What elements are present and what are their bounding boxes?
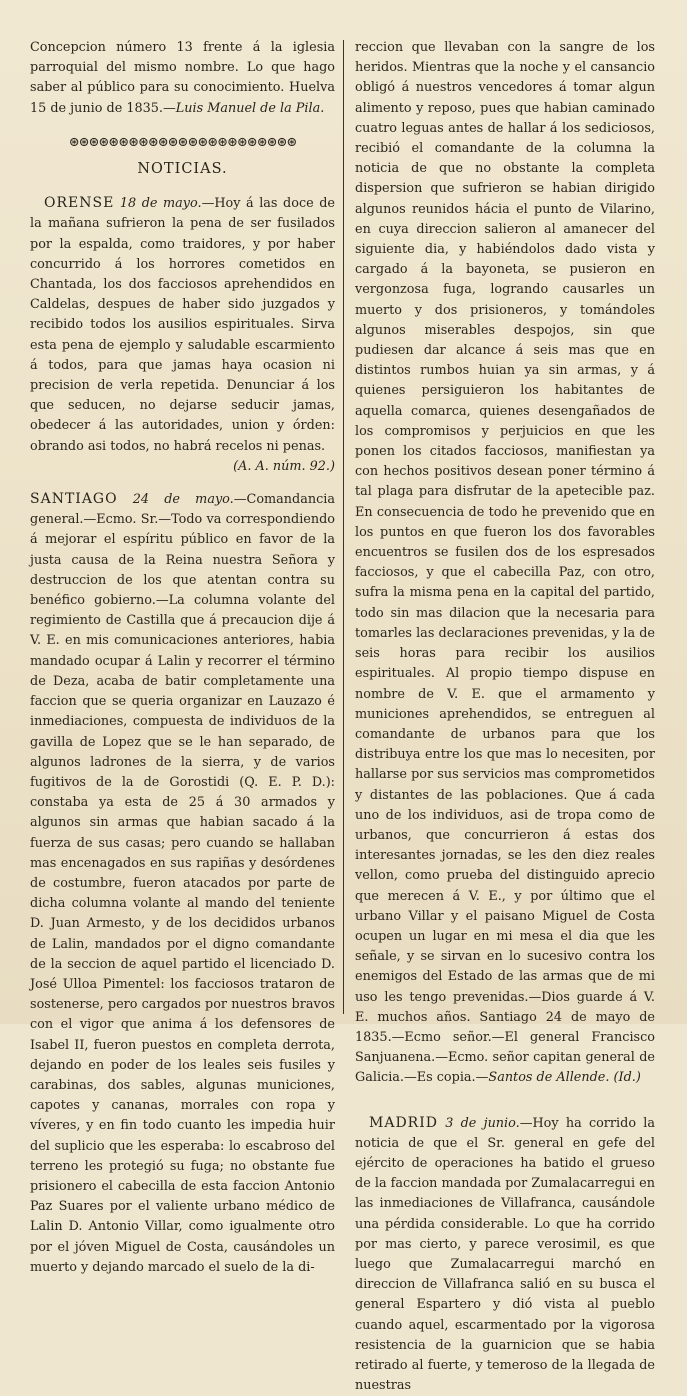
madrid-body: —Hoy ha corrido la noticia de que el Sr. general en gefe del ejército de operaciones ha batido el grueso de la faccion mandada por Zumalacarregui en las inmediaciones de Villafranca, causándole una pérdida considerable. Lo que ha corrido por mas cierto, y parece verosimil, es que luego que Zumalacarregui marchó en direccion de Villafranca salió en su busca el general Espartero y dió vista al pueblo cuando aquel, escarmentado por la vigorosa resistencia de la guarnicion que se habia retirado al fuerte, y temeroso de la llegada de nuestras: [355, 1115, 655, 1394]
santiago-date: 24 de mayo.: [132, 492, 234, 508]
santiago-signature: Santos de Allende.: [488, 1070, 610, 1086]
orense-body: —Hoy á las doce de la mañana sufrieron la pena de ser fusilados por la espalda, como traidores, y por haber concurrido á los horrores cometidos en Chantada, los dos facciosos aprehendidos en Caldelas, despues de haber sido juzgados y recibido todos los ausilios espirituales. Sirva esta pena de ejemplo y saludable escarmiento á todos, para que jamas haya ocasion ni precision de verla repetida. Denunciar á los que seducen, no dejarse seducir jamas, obedecer á las autoridades, union y órden: obrando asi todos, no habrá recelos ni penas.: [30, 196, 335, 454]
madrid-article: [355, 1113, 655, 1396]
santiago-article: [30, 489, 335, 1278]
orense-article: [30, 193, 335, 457]
santiago-place: SANTIAGO: [30, 491, 118, 508]
santiago-continuation: reccion que llevaban con la sangre de los heridos. Mientras que la noche y el cansancio obligó á nuestros vencedores á tomar algun alimento y reposo, pues que habian caminado cuatro leguas antes de hallar á los sediciosos, recibió el comandante de la columna la noticia de que no obstante la completa dispersion que sufrieron se habian dirigido algunos reunidos hácia el punto de Vilarino, en cuya direccion salieron al amanecer del siguiente dia, y habiéndolos dado vista y cargado á la bayoneta, se pusieron en vergonzosa fuga, logrando causarles un muerto y dos prisioneros, y tomándoles algunos miserables despojos, sin que pudiesen dar alcance á seis mas que en distintos rumbos huian ya sin armas, y á quienes persiguieron los habitantes de aquella comarca, quienes desengañados de los compromisos y perjuicios en que les ponen los citados facciosos, manifiestan ya con hechos positivos desean poner término á tal plaga para disfrutar de la apetecible paz. En consecuencia de todo he prevenido que en los puntos en que fueron los dos favorables encuentros se fusilen dos de los espresados facciosos, y que el cabecilla Paz, con otro, sufra la misma pena en la capital del partido, todo sin mas dilacion que la necesaria para tomarles las declaraciones prevenidas, y la de seis horas para recibir los ausilios espirituales. Al propio tiempo dispuse en nombre de V. E. que el armamento y municiones aprehendidos, se entreguen al comandante de urbanos para que los distribuya entre los que mas lo necesiten, por hallarse por sus servicios mas comprometidos y distantes de las poblaciones. Que á cada uno de los individuos, asi de tropa como de urbanos, que concurrieron á estas dos interesantes jornadas, se les den diez reales vellon, como prueba del distinguido aprecio que merecen á V. E., y por último que el urbano Villar y el paisano Miguel de Costa ocupen un lugar en mi mesa el dia que les señale, y se sirvan en lo sucesivo contra los enemigos del Estado de las armas que de mi uso les tengo prevenidas.—Dios guarde á V. E. muchos años. Santiago 24 de mayo de 1835.—Ecmo señor.—El general Francisco Sanjuanena.—Ecmo. señor capitan general de Galicia.—Es copia.—Santos de Allende. (Id.): [355, 40, 655, 1086]
orense-source: (A. A. núm. 92.): [233, 458, 335, 474]
intro-signature: Luis Manuel de la Pila.: [175, 100, 325, 116]
column-divider: [343, 40, 344, 1014]
left-column: [30, 38, 335, 1275]
right-column: [355, 38, 655, 1394]
ornament-divider: ⊛⊛⊛⊛⊛⊛⊛⊛⊛⊛⊛⊛⊛⊛⊛⊛⊛⊛⊛⊛⊛⊛⊛: [68, 134, 297, 150]
section-title: NOTICIAS.: [137, 161, 228, 178]
santiago-body: —Comandancia general.—Ecmo. Sr.—Todo va correspondiendo á mejorar el espíritu público en favor de la justa causa de la Reina nuestra Señora y destruccion de los que atentan contra su benéfico gobierno.—La columna volante del regimiento de Castilla que á precaucion dije á V. E. en mis comunicaciones anteriores, habia mandado ocupar á Lalin y recorrer el término de Deza, acaba de batir completamente una faccion que se queria organizar en Lauzazo é inmediaciones, compuesta de individuos de la gavilla de Lopez que se le han separado, de algunos ladrones de la sierra, y de varios fugitivos de la de Gorostidi (Q. E. P. D.): constaba ya esta de 25 á 30 armados y algunos sin armas que habian sacado á la fuerza de sus casas; pero cuando se hallaban mas encenagados en sus rapiñas y desórdenes de costumbre, fueron atacados por parte de dicha columna volante al mando del teniente D. Juan Armesto, y de los decididos urbanos de Lalin, mandados por el digno comandante de la seccion de aquel partido el licenciado D. José Ulloa Pimentel: los facciosos trataron de sostenerse, pero cargados por nuestros bravos con el vigor que anima á los defensores de Isabel II, fueron puestos en completa derrota, dejando en poder de los leales seis fusiles y carabinas, dos sables, algunas municiones, capotes y cananas, morrales con ropa y víveres, y en fin todo cuanto les impedia huir del suplicio que les esperaba: lo escabroso del terreno les protegió su fuga; no obstante fue prisionero el cabecilla de esta faccion Antonio Paz Suares por el valiente urbano médico de Lalin D. Antonio Villar, como igualmente otro por el jóven Miguel de Costa, causándoles un muerto y dejando marcado el suelo de la di-: [30, 492, 335, 1275]
madrid-place: MADRID: [369, 1114, 438, 1131]
intro-paragraph: Concepcion número 13 frente á la iglesia parroquial del mismo nombre. Lo que hago saber al público para su conocimiento. Huelva 15 de junio de 1835.—Luis Manuel de la Pila.: [30, 40, 335, 116]
santiago-source: (Id.): [613, 1070, 641, 1086]
madrid-date: 3 de junio.: [445, 1115, 520, 1131]
orense-place: ORENSE: [44, 195, 115, 212]
orense-date: 18 de mayo.: [119, 196, 202, 212]
